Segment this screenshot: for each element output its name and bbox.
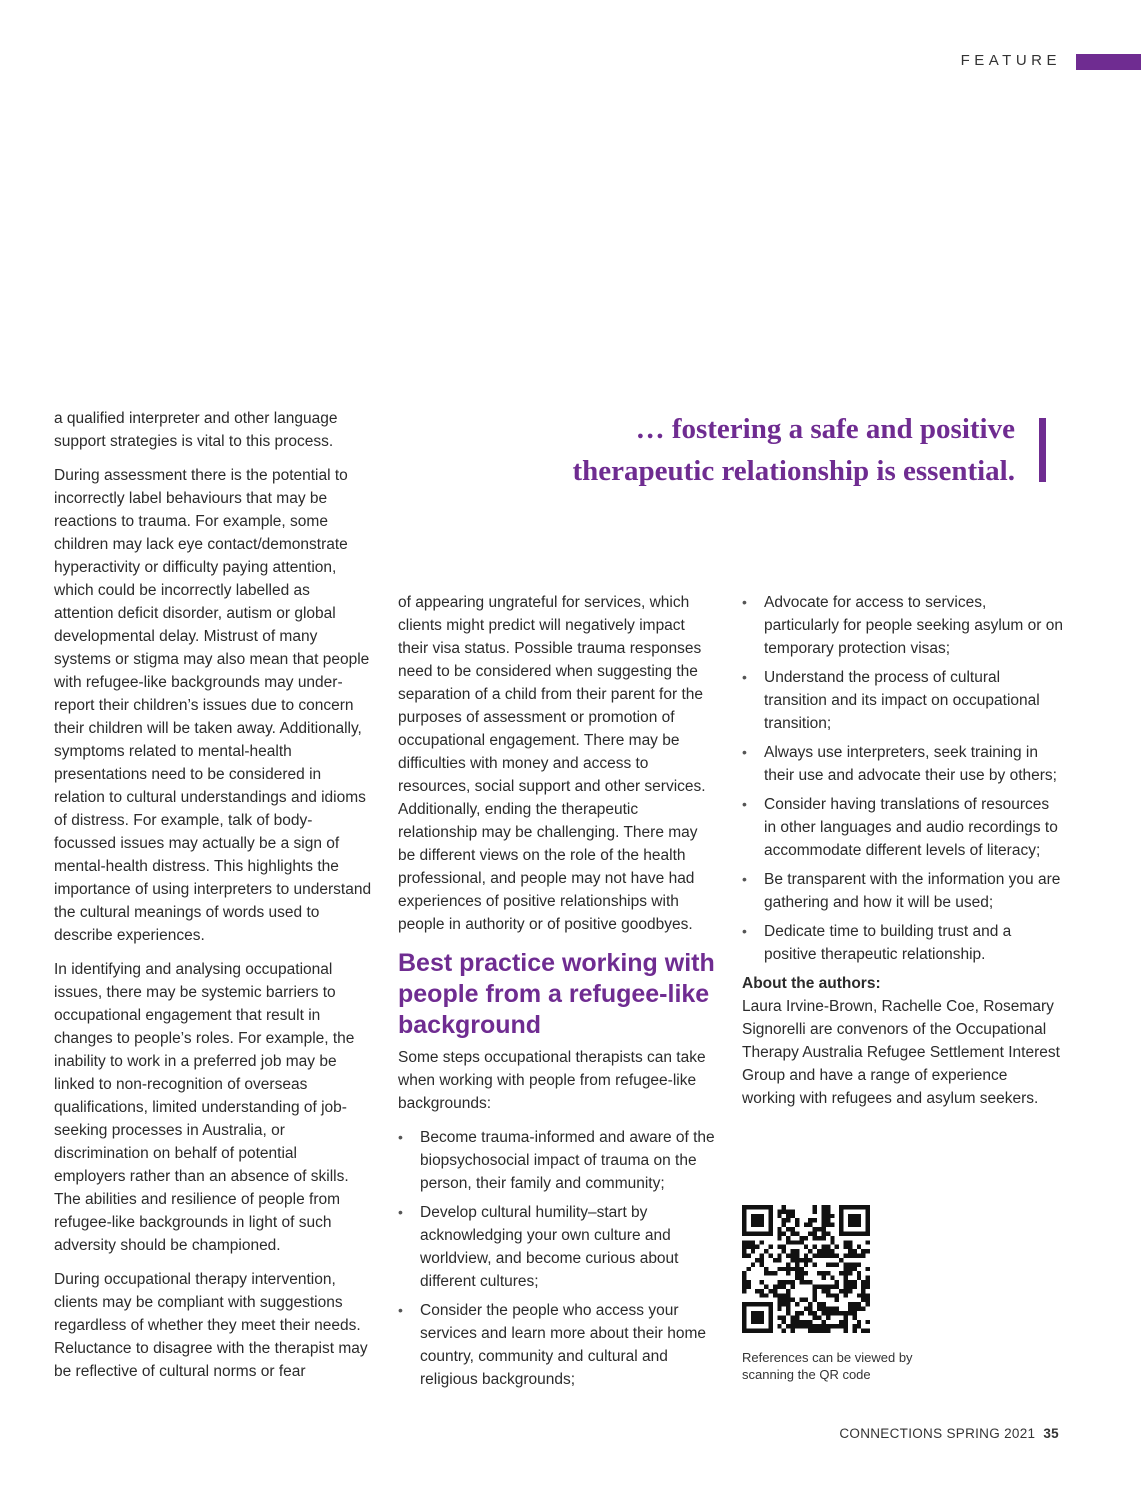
pull-quote-bar	[1039, 418, 1046, 482]
section-accent-bar	[1076, 54, 1141, 70]
qr-caption: References can be viewed by scanning the QR code	[742, 1350, 913, 1382]
about-authors-text: Laura Irvine-Brown, Rachelle Coe, Rosemary Signorelli are convenors of the Occupational Therapy Australia Refugee Settlement Interest Group and have a range of experience working with refugees and asylum seekers.	[742, 998, 1060, 1107]
pull-quote-line-2: therapeutic relationship is essential.	[572, 455, 1015, 487]
pull-quote-line-1: … fostering a safe and positive	[635, 413, 1015, 445]
article-column-2	[398, 591, 716, 1397]
paragraph: of appearing ungrateful for services, which clients might predict will negatively impact their visa status. Possible trauma responses need to be considered when suggesting the separation of a child from their parent for the purposes of assessment or promotion of occupational engagement. There may be difficulties with money and access to resources, social support and other services. Additionally, ending the therapeutic relationship may be challenging. There may be different views on the role of the health professional, and people may not have had experiences of positive relationships with people in authority or of positive goodbyes.	[398, 594, 706, 933]
paragraph: Some steps occupational therapists can take when working with people from refugee-like backgrounds:	[398, 1049, 706, 1112]
paragraph: a qualified interpreter and other language support strategies is vital to this process.	[54, 410, 338, 450]
paragraph: During occupational therapy intervention, clients may be compliant with suggestions regardless of whether they meet their needs. Reluctance to disagree with the therapist may be reflective of cultural norms or fear	[54, 1271, 368, 1380]
paragraph: In identifying and analysing occupational issues, there may be systemic barriers to occupational engagement that result in changes to people’s roles. For example, the inability to work in a preferred job may be linked to non-recognition of overseas qualifications, limited understanding of job-seeking processes in Australia, or discrimination on behalf of potential employers rather than an absence of skills. The abilities and resilience of people from refugee-like backgrounds in light of such adversity should be championed.	[54, 961, 355, 1254]
page-number: 35	[1043, 1426, 1059, 1441]
page-footer	[839, 1426, 1059, 1441]
qr-code-icon[interactable]	[742, 1205, 870, 1333]
article-column-3	[742, 591, 1064, 1110]
about-authors-heading: About the authors:	[742, 975, 881, 992]
article-column-1	[54, 407, 372, 1394]
list-item: • Advocate for access to services, particularly for people seeking asylum or on temporary protection visas;	[742, 591, 1064, 660]
section-subheading: Best practice working with people from a refugee-like background	[398, 949, 715, 1039]
list-item: • Be transparent with the information you are gathering and how it will be used;	[742, 868, 1064, 914]
list-item: • Understand the process of cultural transition and its impact on occupational transition;	[742, 666, 1064, 735]
list-item: • Consider the people who access your services and learn more about their home country, community and cultural and religious backgrounds;	[398, 1299, 716, 1391]
section-label: FEATURE	[960, 52, 1061, 69]
list-item: • Become trauma-informed and aware of the biopsychosocial impact of trauma on the person, their family and community;	[398, 1126, 716, 1195]
list-item: • Dedicate time to building trust and a positive therapeutic relationship.	[742, 920, 1064, 966]
bullet-list	[398, 1126, 716, 1391]
bullet-list	[742, 591, 1064, 966]
list-item: • Develop cultural humility–start by acknowledging your own culture and worldview, and become curious about different cultures;	[398, 1201, 716, 1293]
publication-name: CONNECTIONS SPRING 2021	[839, 1426, 1036, 1441]
list-item: • Consider having translations of resources in other languages and audio recordings to accommodate different levels of literacy;	[742, 793, 1064, 862]
pull-quote	[470, 408, 1015, 492]
paragraph: During assessment there is the potential to incorrectly label behaviours that may be reactions to trauma. For example, some children may lack eye contact/demonstrate hyperactivity or difficulty paying attention, which could be incorrectly labelled as attention deficit disorder, autism or global developmental delay. Mistrust of many systems or stigma may also mean that people with refugee-like backgrounds may under-report their children’s issues due to concern their children will be taken away. Additionally, symptoms related to mental-health presentations need to be considered in relation to cultural understandings and idioms of distress. For example, talk of body-focussed issues may actually be a sign of mental-health distress. This highlights the importance of using interpreters to understand the cultural meanings of words used to describe experiences.	[54, 467, 372, 944]
list-item: • Always use interpreters, seek training in their use and advocate their use by others;	[742, 741, 1064, 787]
